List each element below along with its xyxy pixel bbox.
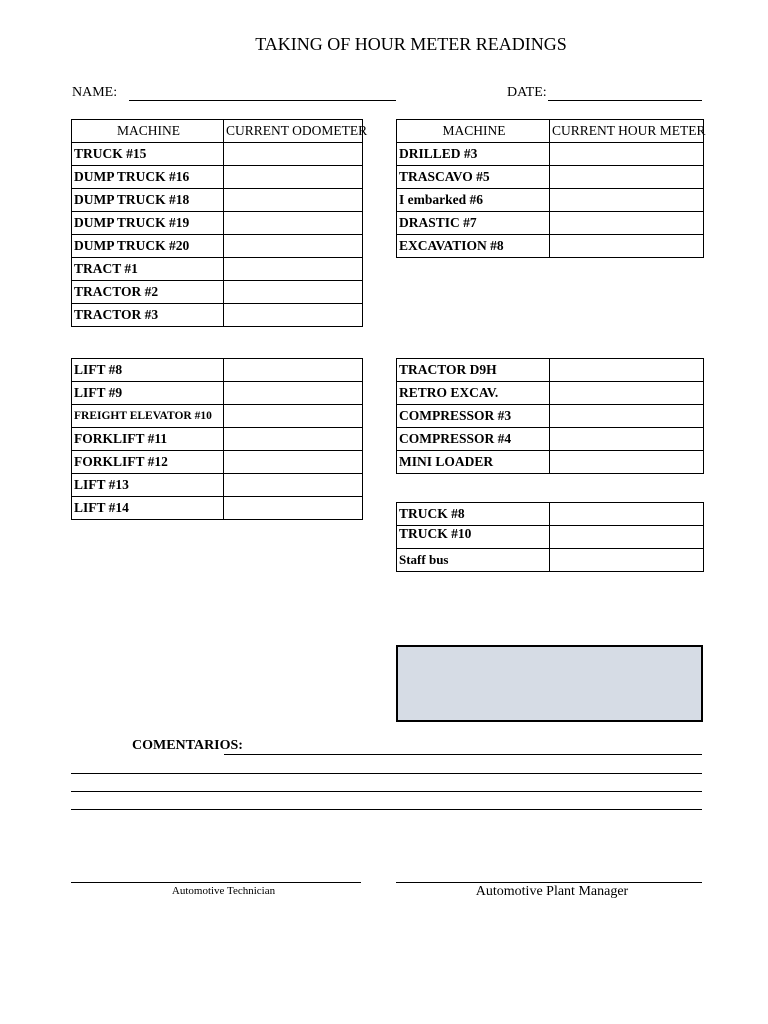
- table-row: [397, 189, 704, 212]
- table-row: [397, 359, 704, 382]
- machine-name: I embarked #6: [397, 189, 550, 212]
- odometer-table: [71, 119, 368, 327]
- table-row: [397, 549, 704, 572]
- hour-meter-table: [396, 119, 704, 258]
- machine-header: MACHINE: [397, 120, 550, 143]
- reading-cell[interactable]: [550, 451, 704, 474]
- reading-cell[interactable]: [224, 258, 363, 281]
- table-row: [72, 189, 363, 212]
- table-row: [397, 503, 704, 526]
- table-row: [397, 405, 704, 428]
- reading-cell[interactable]: [550, 143, 704, 166]
- reading-cell[interactable]: [224, 497, 363, 520]
- hour-meter-header: CURRENT HOUR METER: [550, 120, 704, 143]
- table-row: [72, 382, 363, 405]
- machine-name: EXCAVATION #8: [397, 235, 550, 258]
- table-row: [397, 382, 704, 405]
- table-row: [397, 212, 704, 235]
- machine-name: TRUCK #8: [397, 503, 550, 526]
- machine-name: COMPRESSOR #3: [397, 405, 550, 428]
- table-row: [397, 143, 704, 166]
- machine-name: TRACTOR D9H: [397, 359, 550, 382]
- machine-name: FORKLIFT #12: [72, 451, 224, 474]
- machine-name: LIFT #8: [72, 359, 224, 382]
- machine-name: RETRO EXCAV.: [397, 382, 550, 405]
- reading-cell[interactable]: [224, 143, 363, 166]
- vehicle-table: [396, 502, 704, 572]
- technician-signature-label: Automotive Technician: [171, 885, 276, 897]
- reading-cell[interactable]: [550, 235, 704, 258]
- machine-name: DUMP TRUCK #19: [72, 212, 224, 235]
- machine-name: DUMP TRUCK #18: [72, 189, 224, 212]
- reading-cell[interactable]: [550, 405, 704, 428]
- table-row: [72, 166, 363, 189]
- heavy-equipment-table: [396, 358, 704, 474]
- machine-name: FORKLIFT #11: [72, 428, 224, 451]
- manager-signature-label: Automotive Plant Manager: [475, 884, 629, 899]
- table-row: [72, 212, 363, 235]
- reading-cell[interactable]: [224, 428, 363, 451]
- machine-name: TRACTOR #2: [72, 281, 224, 304]
- table-row: [72, 304, 363, 327]
- machine-name: COMPRESSOR #4: [397, 428, 550, 451]
- table-row: [72, 428, 363, 451]
- machine-header: MACHINE: [72, 120, 224, 143]
- reading-cell[interactable]: [224, 382, 363, 405]
- reading-cell[interactable]: [550, 526, 704, 549]
- reading-cell[interactable]: [224, 281, 363, 304]
- name-field-line[interactable]: [129, 100, 396, 101]
- reading-cell[interactable]: [224, 166, 363, 189]
- machine-name: LIFT #9: [72, 382, 224, 405]
- reading-cell[interactable]: [550, 359, 704, 382]
- reading-cell[interactable]: [224, 359, 363, 382]
- machine-name: DUMP TRUCK #20: [72, 235, 224, 258]
- reading-cell[interactable]: [224, 451, 363, 474]
- machine-name: TRACTOR #3: [72, 304, 224, 327]
- reading-cell[interactable]: [550, 428, 704, 451]
- reading-cell[interactable]: [550, 166, 704, 189]
- table-row: [397, 451, 704, 474]
- machine-name: DRASTIC #7: [397, 212, 550, 235]
- machine-name: MINI LOADER: [397, 451, 550, 474]
- machine-name: LIFT #13: [72, 474, 224, 497]
- comments-label: COMENTARIOS:: [132, 738, 243, 753]
- table-row: [72, 405, 363, 428]
- reading-cell[interactable]: [550, 189, 704, 212]
- reading-cell[interactable]: [224, 235, 363, 258]
- reading-cell[interactable]: [224, 304, 363, 327]
- table-row: [72, 143, 363, 166]
- odometer-header: CURRENT ODOMETER: [224, 120, 363, 143]
- machine-name: TRACT #1: [72, 258, 224, 281]
- reading-cell[interactable]: [224, 189, 363, 212]
- machine-name: DUMP TRUCK #16: [72, 166, 224, 189]
- technician-signature-line[interactable]: [71, 882, 361, 883]
- form-title: TAKING OF HOUR METER READINGS: [255, 34, 567, 54]
- machine-name: TRUCK #15: [72, 143, 224, 166]
- machine-name: Staff bus: [397, 549, 550, 572]
- table-row: [397, 428, 704, 451]
- reading-cell[interactable]: [550, 503, 704, 526]
- table-row: [397, 235, 704, 258]
- table-row: [72, 474, 363, 497]
- table-row: [72, 258, 363, 281]
- table-row: [72, 451, 363, 474]
- machine-name: TRASCAVO #5: [397, 166, 550, 189]
- shaded-box: [396, 645, 703, 722]
- table-row: [72, 359, 363, 382]
- lift-table: [71, 358, 363, 520]
- table-row: [72, 497, 363, 520]
- machine-name: TRUCK #10: [397, 526, 550, 549]
- date-field-line[interactable]: [548, 100, 702, 101]
- reading-cell[interactable]: [550, 212, 704, 235]
- reading-cell[interactable]: [224, 474, 363, 497]
- table-row: [397, 166, 704, 189]
- reading-cell[interactable]: [224, 212, 363, 235]
- date-label: DATE:: [507, 85, 547, 100]
- name-label: NAME:: [72, 85, 118, 100]
- reading-cell[interactable]: [550, 382, 704, 405]
- manager-signature-line[interactable]: [396, 882, 702, 883]
- table-row: [72, 281, 363, 304]
- machine-name: LIFT #14: [72, 497, 224, 520]
- table-row: [72, 235, 363, 258]
- reading-cell[interactable]: [224, 405, 363, 428]
- comments-line[interactable]: [224, 754, 702, 755]
- machine-name: DRILLED #3: [397, 143, 550, 166]
- comments-line[interactable]: [71, 809, 702, 810]
- table-row: [397, 526, 704, 549]
- machine-name: FREIGHT ELEVATOR #10: [72, 405, 224, 428]
- comments-line[interactable]: [71, 773, 702, 774]
- comments-line[interactable]: [71, 791, 702, 792]
- reading-cell[interactable]: [550, 549, 704, 572]
